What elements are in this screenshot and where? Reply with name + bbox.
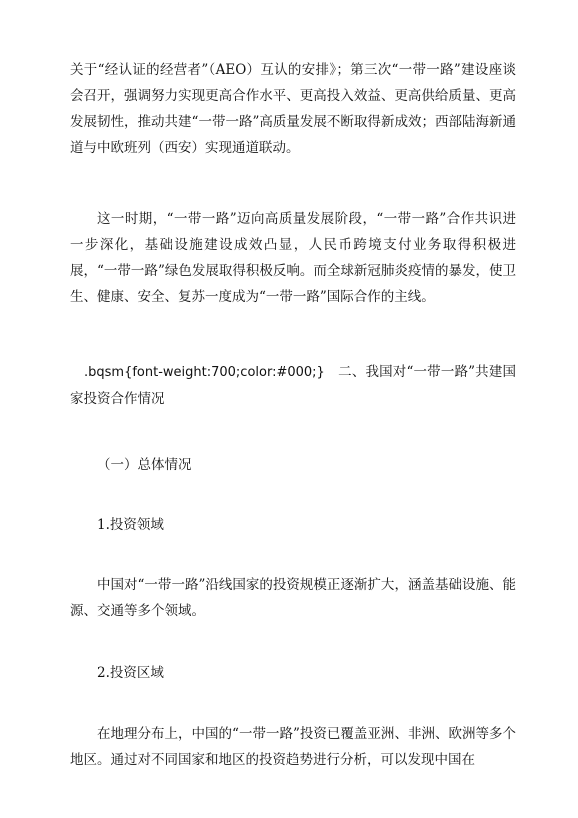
leaked-css-text: .bqsm{font-weight:700;color:#000;} (84, 365, 325, 380)
subheading-overall: （一）总体情况 (97, 457, 192, 473)
section-heading-investment (70, 359, 516, 412)
subheading-investment-field: 1.投资领域 (97, 517, 164, 533)
body-paragraph-aeo: 关于“经认证的经营者”（AEO）互认的安排》；第三次“一带一路”建设座谈会召开，强调努力实现更高合作水平、更高投入效益、更高供给质量、更高发展韧性，推动共建“一带一路”高质量发展不断取得新成效；西部陆海新通道与中欧班列（西安）实现通道联动。 (70, 62, 516, 156)
body-paragraph-period: 这一时期，“一带一路”迈向高质量发展阶段，“一带一路”合作共识进一步深化，基础设施建设成效凸显，人民币跨境支付业务取得积极进展，“一带一路”绿色发展取得积极反响。而全球新冠肺炎疫情的暴发，使卫生、健康、安全、复苏一度成为“一带一路”国际合作的主线。 (70, 211, 516, 305)
body-paragraph-investment-field: 中国对“一带一路”沿线国家的投资规模正逐渐扩大，涵盖基础设施、能源、交通等多个领域。 (70, 577, 516, 619)
subheading-investment-region: 2.投资区域 (97, 665, 164, 681)
section-heading-text: 二、我国对“一带一路”共建国家投资合作情况 (70, 364, 516, 407)
body-paragraph-investment-region: 在地理分布上，中国的“一带一路”投资已覆盖亚洲、非洲、欧洲等多个地区。通过对不同国家和地区的投资趋势进行分析，可以发现中国在 (70, 726, 516, 768)
